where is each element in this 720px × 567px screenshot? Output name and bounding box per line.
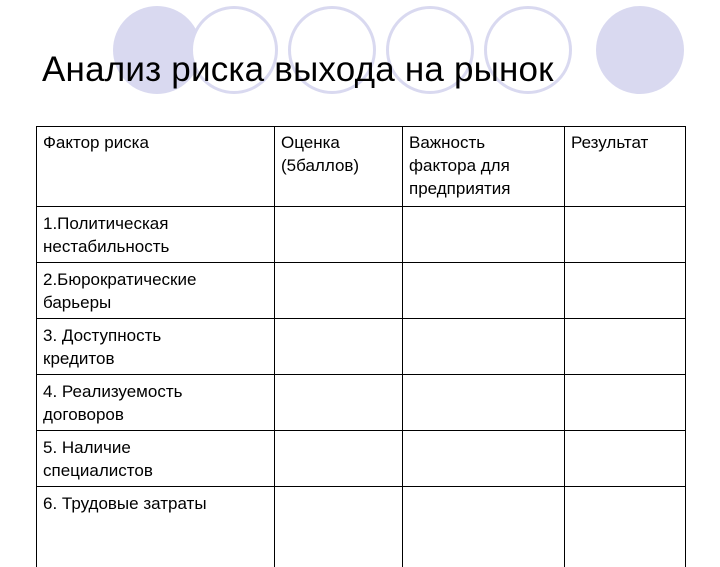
table-row [37, 375, 686, 431]
table-header-row [37, 127, 686, 207]
factor-label: 5. Наличие специалистов [43, 438, 153, 480]
importance-cell [403, 487, 565, 567]
factor-label: 1.Политическая нестабильность [43, 214, 170, 256]
header-cell-importance [403, 127, 565, 207]
score-cell [275, 319, 403, 375]
result-cell [565, 207, 686, 263]
table-row [37, 319, 686, 375]
score-cell [275, 375, 403, 431]
table-row [37, 263, 686, 319]
table-row [37, 487, 686, 567]
score-cell [275, 207, 403, 263]
factor-label: 3. Доступность кредитов [43, 326, 162, 368]
header-cell-risk-factor [37, 127, 275, 207]
header-label-importance: Важность фактора для предприятия [409, 133, 511, 198]
table-row [37, 431, 686, 487]
table-row [37, 207, 686, 263]
importance-cell [403, 431, 565, 487]
score-cell [275, 487, 403, 567]
factor-cell [37, 263, 275, 319]
factor-label: 2.Бюрократические барьеры [43, 270, 197, 312]
factor-cell [37, 375, 275, 431]
header-label-score: Оценка (5баллов) [281, 133, 360, 175]
factor-cell [37, 431, 275, 487]
result-cell [565, 263, 686, 319]
result-cell [565, 319, 686, 375]
importance-cell [403, 375, 565, 431]
factor-label: 6. Трудовые затраты [43, 494, 207, 513]
decorative-circle-filled [596, 6, 684, 94]
header-cell-score [275, 127, 403, 207]
slide-title: Анализ риска выхода на рынок [42, 50, 554, 89]
result-cell [565, 487, 686, 567]
factor-cell [37, 207, 275, 263]
importance-cell [403, 263, 565, 319]
factor-label: 4. Реализуемость договоров [43, 382, 183, 424]
score-cell [275, 263, 403, 319]
factor-cell [37, 487, 275, 567]
header-label-result: Результат [571, 133, 649, 152]
result-cell [565, 375, 686, 431]
importance-cell [403, 207, 565, 263]
header-label-risk-factor: Фактор риска [43, 133, 149, 152]
risk-analysis-table [36, 126, 686, 567]
factor-cell [37, 319, 275, 375]
score-cell [275, 431, 403, 487]
result-cell [565, 431, 686, 487]
importance-cell [403, 319, 565, 375]
header-cell-result [565, 127, 686, 207]
